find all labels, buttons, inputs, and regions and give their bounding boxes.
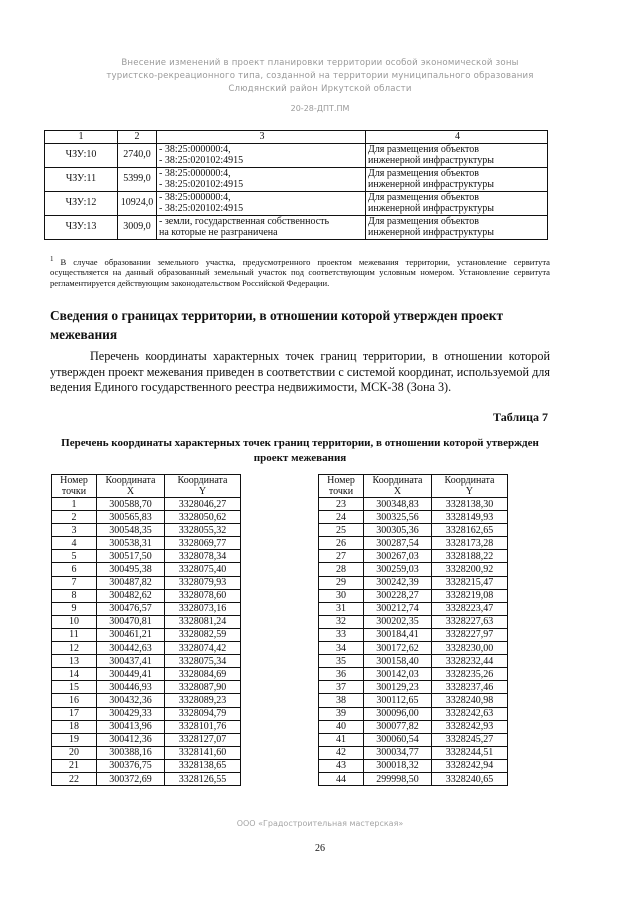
coordinate-x: 300538,31	[97, 537, 165, 550]
coordinate-y: 3328138,65	[165, 759, 241, 772]
coordinate-y: 3328075,34	[165, 655, 241, 668]
coord-row	[319, 759, 508, 772]
coordinate-x-header-line: X	[126, 486, 135, 497]
coordinate-y: 3328074,42	[165, 642, 241, 655]
point-number: 11	[52, 628, 97, 641]
coordinate-x-header	[364, 475, 432, 498]
point-number-header-line: Номер	[327, 475, 355, 486]
coordinate-x: 300259,03	[364, 563, 432, 576]
coord-row	[319, 772, 508, 785]
coord-row	[52, 733, 241, 746]
coordinate-y: 3328082,59	[165, 628, 241, 641]
plot-purpose-line: Для размещения объектов	[368, 216, 480, 227]
table-row	[45, 168, 548, 192]
coord-row	[52, 537, 241, 550]
point-number: 22	[52, 772, 97, 785]
point-number: 43	[319, 759, 364, 772]
plot-land-line: - 38:25:020102:4915	[159, 154, 244, 166]
plot-id: ЧЗУ:10	[45, 144, 118, 168]
coordinate-y-header-line: Y	[465, 486, 474, 497]
plot-purpose-line: Для размещения объектов	[368, 192, 480, 203]
plot-purpose-line: инженерной инфраструктуры	[368, 226, 495, 238]
coordinate-y: 3328075,40	[165, 563, 241, 576]
coordinate-y-header-line: Y	[198, 486, 207, 497]
coordinate-y: 3328078,60	[165, 589, 241, 602]
plot-land-line: - 38:25:020102:4915	[159, 178, 244, 190]
coordinate-y: 3328242,93	[432, 720, 508, 733]
point-number: 35	[319, 655, 364, 668]
coord-row	[319, 550, 508, 563]
coordinate-y-header-line: Координата	[444, 475, 495, 486]
coordinate-y: 3328223,47	[432, 602, 508, 615]
point-number: 16	[52, 694, 97, 707]
coordinate-x: 300517,50	[97, 550, 165, 563]
column-number: 2	[118, 131, 157, 144]
coordinate-y: 3328081,24	[165, 615, 241, 628]
table-label: Таблица 7	[493, 410, 548, 424]
plot-lands	[157, 192, 366, 216]
point-number: 3	[52, 524, 97, 537]
coordinate-x: 300212,74	[364, 602, 432, 615]
point-number: 8	[52, 589, 97, 602]
coord-row	[52, 576, 241, 589]
footer-organization: ООО «Градостроительная мастерская»	[236, 819, 404, 828]
coordinate-x: 300096,00	[364, 707, 432, 720]
coordinate-y: 3328227,63	[432, 615, 508, 628]
coord-row	[319, 589, 508, 602]
plot-land-line: - 38:25:000000:4,	[159, 192, 231, 203]
point-number: 42	[319, 746, 364, 759]
coordinate-y: 3328078,34	[165, 550, 241, 563]
coord-row	[52, 668, 241, 681]
point-number: 38	[319, 694, 364, 707]
coordinate-x: 300565,83	[97, 511, 165, 524]
coordinate-x: 300034,77	[364, 746, 432, 759]
coord-row	[319, 563, 508, 576]
table-header-row	[45, 131, 548, 144]
coordinate-y: 3328069,77	[165, 537, 241, 550]
coordinate-y-header	[432, 475, 508, 498]
plot-land-line: - 38:25:000000:4,	[159, 168, 231, 179]
coordinate-x: 300487,82	[97, 576, 165, 589]
coord-row	[319, 655, 508, 668]
coord-row	[52, 707, 241, 720]
point-number: 21	[52, 759, 97, 772]
point-number: 7	[52, 576, 97, 589]
coord-row	[319, 746, 508, 759]
page-number: 26	[315, 843, 325, 854]
coordinate-x: 300588,70	[97, 498, 165, 511]
coord-row	[52, 655, 241, 668]
point-number: 28	[319, 563, 364, 576]
coordinate-x: 300060,54	[364, 733, 432, 746]
table-row	[45, 216, 548, 240]
coordinate-y: 3328235,26	[432, 668, 508, 681]
point-number: 20	[52, 746, 97, 759]
coordinate-x: 300413,96	[97, 720, 165, 733]
coordinate-y: 3328244,51	[432, 746, 508, 759]
plot-purpose-line: инженерной инфраструктуры	[368, 154, 495, 166]
section-paragraph: Перечень координаты характерных точек границ территории, в отношении которой утвержден проект межевания приведен в соответствии с системой координат, используемой для ведения Единого государственного реестра недвижимости, МСК-38 (Зона 3).	[50, 349, 550, 395]
coord-row	[52, 563, 241, 576]
point-number: 15	[52, 681, 97, 694]
plot-lands	[157, 216, 366, 240]
plot-purpose	[366, 144, 548, 168]
coordinate-y: 3328127,07	[165, 733, 241, 746]
coord-row	[319, 537, 508, 550]
coordinate-x: 300461,21	[97, 628, 165, 641]
point-number-header	[319, 475, 364, 498]
coord-row	[319, 602, 508, 615]
coordinate-x: 300228,27	[364, 589, 432, 602]
plot-purpose-line: Для размещения объектов	[368, 168, 480, 179]
coordinate-x: 300495,38	[97, 563, 165, 576]
coordinate-y: 3328219,08	[432, 589, 508, 602]
coordinate-x: 300305,36	[364, 524, 432, 537]
footnote	[50, 254, 550, 288]
point-number-header	[52, 475, 97, 498]
coordinate-y: 3328240,98	[432, 694, 508, 707]
coordinate-x: 300158,40	[364, 655, 432, 668]
point-number: 23	[319, 498, 364, 511]
coordinate-x: 300018,32	[364, 759, 432, 772]
coordinate-y: 3328173,28	[432, 537, 508, 550]
coord-header-row	[52, 475, 241, 498]
coordinate-y: 3328242,94	[432, 759, 508, 772]
land-plots-table	[44, 130, 548, 240]
point-number: 40	[319, 720, 364, 733]
coordinate-x: 300449,41	[97, 668, 165, 681]
coordinate-x: 300548,35	[97, 524, 165, 537]
point-number: 39	[319, 707, 364, 720]
coordinate-x-header	[97, 475, 165, 498]
coordinate-y-header	[165, 475, 241, 498]
plot-lands	[157, 168, 366, 192]
coord-row	[52, 589, 241, 602]
plot-area: 3009,0	[118, 216, 157, 240]
coordinate-x: 300437,41	[97, 655, 165, 668]
plot-area: 2740,0	[118, 144, 157, 168]
coordinate-y: 3328079,93	[165, 576, 241, 589]
table-row	[45, 144, 548, 168]
coordinate-y: 3328200,92	[432, 563, 508, 576]
coord-row	[52, 642, 241, 655]
coord-row	[52, 694, 241, 707]
coordinate-y: 3328084,69	[165, 668, 241, 681]
coordinate-y: 3328087,90	[165, 681, 241, 694]
coordinate-x: 300376,75	[97, 759, 165, 772]
footnote-text: В случае образовании земельного участка, предусмотренного проектом межевания территории, установление сервитута осуществляется на данный образованный земельный участок под соответствующим условным номером. Установление сервитута регламентируется действующим законодательством Российской Федерации.	[50, 256, 550, 288]
column-number: 4	[366, 131, 548, 144]
coord-row	[52, 628, 241, 641]
plot-id: ЧЗУ:12	[45, 192, 118, 216]
coordinate-y: 3328230,00	[432, 642, 508, 655]
coordinate-y: 3328240,65	[432, 772, 508, 785]
plot-purpose-line: инженерной инфраструктуры	[368, 202, 495, 214]
coordinate-x: 300372,69	[97, 772, 165, 785]
plot-land-line: - 38:25:000000:4,	[159, 144, 231, 155]
coordinate-y: 3328101,76	[165, 720, 241, 733]
point-number: 27	[319, 550, 364, 563]
coord-row	[319, 498, 508, 511]
coord-row	[319, 733, 508, 746]
document-code: 20-28-ДПТ.ПМ	[290, 104, 350, 113]
coordinate-y: 3328055,32	[165, 524, 241, 537]
point-number-header-line: точки	[61, 486, 87, 497]
coord-row	[52, 550, 241, 563]
coordinate-y: 3328138,30	[432, 498, 508, 511]
coordinate-y: 3328094,79	[165, 707, 241, 720]
point-number: 33	[319, 628, 364, 641]
coord-row	[52, 498, 241, 511]
coordinate-x: 299998,50	[364, 772, 432, 785]
coord-row	[52, 602, 241, 615]
point-number: 32	[319, 615, 364, 628]
coord-row	[52, 772, 241, 785]
point-number-header-line: точки	[328, 486, 354, 497]
header-line-2: туристско-рекреационного типа, созданной на территории муниципального образования	[106, 71, 534, 81]
footnote-mark: 1	[50, 255, 54, 263]
point-number: 24	[319, 511, 364, 524]
table-title: Перечень координаты характерных точек границ территории, в отношении которой утвержден проект межевания	[61, 437, 539, 464]
point-number: 26	[319, 537, 364, 550]
point-number: 5	[52, 550, 97, 563]
coordinate-x: 300129,23	[364, 681, 432, 694]
coord-row	[319, 668, 508, 681]
coordinate-x: 300112,65	[364, 694, 432, 707]
coord-row	[319, 511, 508, 524]
coord-row	[319, 707, 508, 720]
coordinate-y: 3328237,46	[432, 681, 508, 694]
coordinate-y: 3328242,63	[432, 707, 508, 720]
point-number-header-line: Номер	[60, 475, 88, 486]
coord-row	[319, 642, 508, 655]
point-number: 31	[319, 602, 364, 615]
coord-row	[52, 681, 241, 694]
coordinate-x-header-line: Координата	[372, 475, 423, 486]
header-line-3: Слюдянский район Иркутской области	[228, 84, 412, 94]
coordinate-y: 3328245,27	[432, 733, 508, 746]
coordinate-x: 300242,39	[364, 576, 432, 589]
coord-header-row	[319, 475, 508, 498]
plot-purpose-line: инженерной инфраструктуры	[368, 178, 495, 190]
column-number: 3	[157, 131, 366, 144]
point-number: 30	[319, 589, 364, 602]
point-number: 9	[52, 602, 97, 615]
point-number: 19	[52, 733, 97, 746]
coord-row	[319, 615, 508, 628]
plot-land-line: - 38:25:020102:4915	[159, 202, 244, 214]
coordinate-x: 300476,57	[97, 602, 165, 615]
coord-row	[319, 681, 508, 694]
coord-row	[52, 511, 241, 524]
plot-area: 10924,0	[118, 192, 157, 216]
plot-purpose	[366, 168, 548, 192]
coordinate-x: 300388,16	[97, 746, 165, 759]
plot-land-line: на которые не разграничена	[159, 226, 278, 238]
point-number: 4	[52, 537, 97, 550]
coordinate-y: 3328126,55	[165, 772, 241, 785]
point-number: 10	[52, 615, 97, 628]
point-number: 18	[52, 720, 97, 733]
coord-row	[319, 576, 508, 589]
coordinate-y: 3328050,62	[165, 511, 241, 524]
coordinate-x-header-line: Координата	[105, 475, 156, 486]
coordinate-x: 300470,81	[97, 615, 165, 628]
coordinate-y: 3328162,65	[432, 524, 508, 537]
coord-row	[319, 720, 508, 733]
coordinate-x: 300184,41	[364, 628, 432, 641]
point-number: 17	[52, 707, 97, 720]
coordinate-y: 3328188,22	[432, 550, 508, 563]
coordinate-x: 300432,36	[97, 694, 165, 707]
coordinate-y: 3328227,97	[432, 628, 508, 641]
plot-area: 5399,0	[118, 168, 157, 192]
coordinate-y: 3328149,93	[432, 511, 508, 524]
coordinate-x: 300442,63	[97, 642, 165, 655]
point-number: 34	[319, 642, 364, 655]
coordinate-x: 300446,93	[97, 681, 165, 694]
coordinate-x: 300077,82	[364, 720, 432, 733]
section-title: Сведения о границах территории, в отношении которой утвержден проект межевания	[50, 308, 504, 342]
coordinate-x: 300267,03	[364, 550, 432, 563]
coordinate-x-header-line: X	[393, 486, 402, 497]
point-number: 37	[319, 681, 364, 694]
coordinate-x: 300412,36	[97, 733, 165, 746]
coord-row	[52, 524, 241, 537]
point-number: 44	[319, 772, 364, 785]
plot-lands	[157, 144, 366, 168]
coordinate-x: 300172,62	[364, 642, 432, 655]
coordinate-x: 300429,33	[97, 707, 165, 720]
coordinate-y: 3328073,16	[165, 602, 241, 615]
plot-land-line: - земли, государственная собственность	[159, 216, 330, 227]
coordinate-y-header-line: Координата	[177, 475, 228, 486]
coordinates-table-right	[318, 474, 508, 786]
coordinate-y: 3328141,60	[165, 746, 241, 759]
column-number: 1	[45, 131, 118, 144]
plot-purpose	[366, 192, 548, 216]
coord-row	[319, 694, 508, 707]
coord-row	[319, 524, 508, 537]
point-number: 29	[319, 576, 364, 589]
coord-row	[52, 615, 241, 628]
coordinate-y: 3328046,27	[165, 498, 241, 511]
coordinate-x: 300482,62	[97, 589, 165, 602]
point-number: 14	[52, 668, 97, 681]
plot-purpose	[366, 216, 548, 240]
header-line-1: Внесение изменений в проект планировки территории особой экономической зоны	[121, 58, 519, 68]
coordinate-x: 300202,35	[364, 615, 432, 628]
point-number: 12	[52, 642, 97, 655]
coordinate-x: 300142,03	[364, 668, 432, 681]
plot-purpose-line: Для размещения объектов	[368, 144, 480, 155]
point-number: 2	[52, 511, 97, 524]
coordinate-y: 3328215,47	[432, 576, 508, 589]
coordinate-x: 300348,83	[364, 498, 432, 511]
coordinate-y: 3328232,44	[432, 655, 508, 668]
point-number: 25	[319, 524, 364, 537]
coord-row	[319, 628, 508, 641]
coordinate-x: 300325,56	[364, 511, 432, 524]
point-number: 1	[52, 498, 97, 511]
coord-row	[52, 746, 241, 759]
coord-row	[52, 720, 241, 733]
point-number: 13	[52, 655, 97, 668]
point-number: 36	[319, 668, 364, 681]
point-number: 41	[319, 733, 364, 746]
coordinate-y: 3328089,23	[165, 694, 241, 707]
coordinates-table-left	[51, 474, 241, 786]
plot-id: ЧЗУ:13	[45, 216, 118, 240]
coordinate-x: 300287,54	[364, 537, 432, 550]
plot-id: ЧЗУ:11	[45, 168, 118, 192]
table-row	[45, 192, 548, 216]
coord-row	[52, 759, 241, 772]
point-number: 6	[52, 563, 97, 576]
